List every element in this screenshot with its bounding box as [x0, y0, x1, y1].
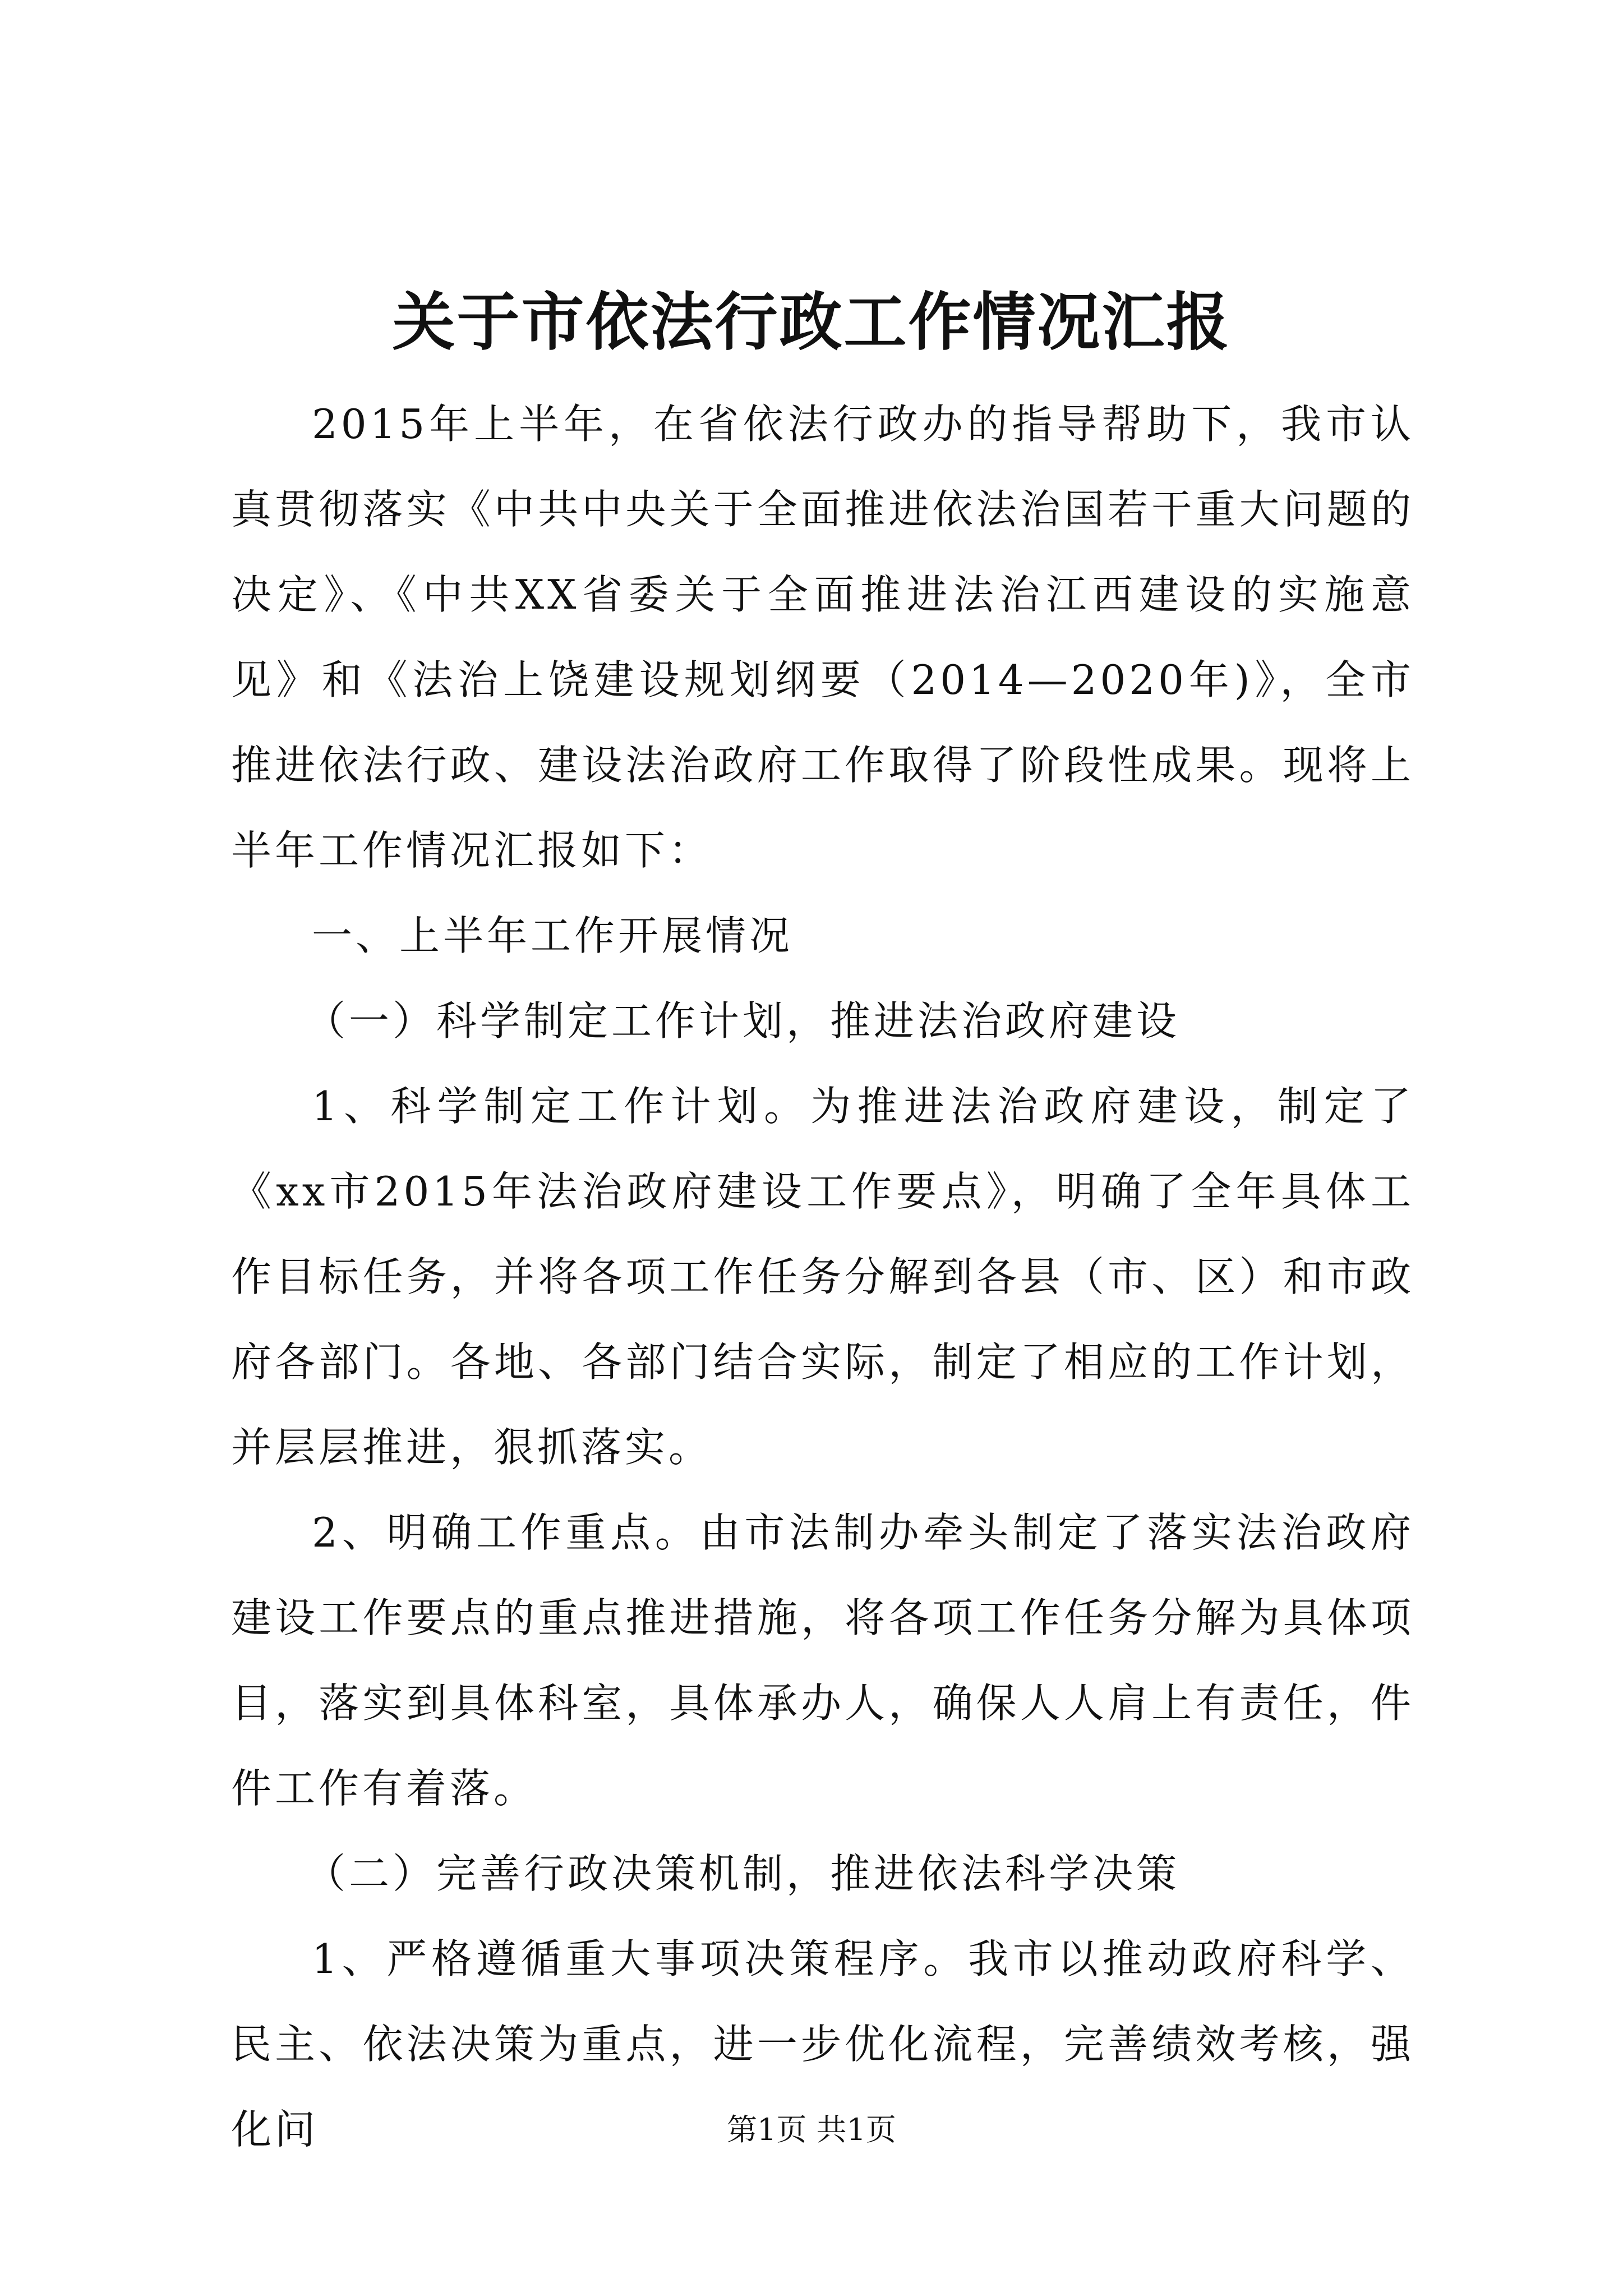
subsection-heading: （一）科学制定工作计划，推进法治政府建设 [305, 997, 1181, 1045]
document-title: 关于市依法行政工作情况汇报 [392, 286, 1231, 359]
page-footer: 第1页 共1页 [727, 2112, 896, 2147]
intro-paragraph: 2015年上半年，在省依法行政办的指导帮助下，我市认真贯彻落实《中共中央关于全面推进依法治国若干重大问题的决定》、《中共XX省委关于全面推进法治江西建设的实施意见》和《法治上饶建设规划纲要（2014—2020年)》，全市推进依法行政、建设法治政府工作取得了阶段性成果。现将上半年工作情况汇报如下： [231, 401, 1414, 874]
document-body [231, 381, 1414, 2172]
subsection-heading: （二）完善行政决策机制，推进依法科学决策 [305, 1850, 1181, 1897]
body-paragraph: 2、明确工作重点。由市法制办牵头制定了落实法治政府建设工作要点的重点推进措施，将各项工作任务分解为具体项目，落实到具体科室，具体承办人，确保人人肩上有责任，件件工作有着落。 [231, 1509, 1414, 1812]
body-paragraph: 1、科学制定工作计划。为推进法治政府建设，制定了《xx市2015年法治政府建设工作要点》，明确了全年具体工作目标任务，并将各项工作任务分解到各县（市、区）和市政府各部门。各地、各部门结合实际，制定了相应的工作计划，并层层推进，狠抓落实。 [231, 1083, 1414, 1471]
section-heading: 一、上半年工作开展情况 [312, 912, 794, 959]
body-paragraph: 1、严格遵循重大事项决策程序。我市以推动政府科学、民主、依法决策为重点，进一步优化流程，完善绩效考核，强化问 [231, 1935, 1414, 2153]
